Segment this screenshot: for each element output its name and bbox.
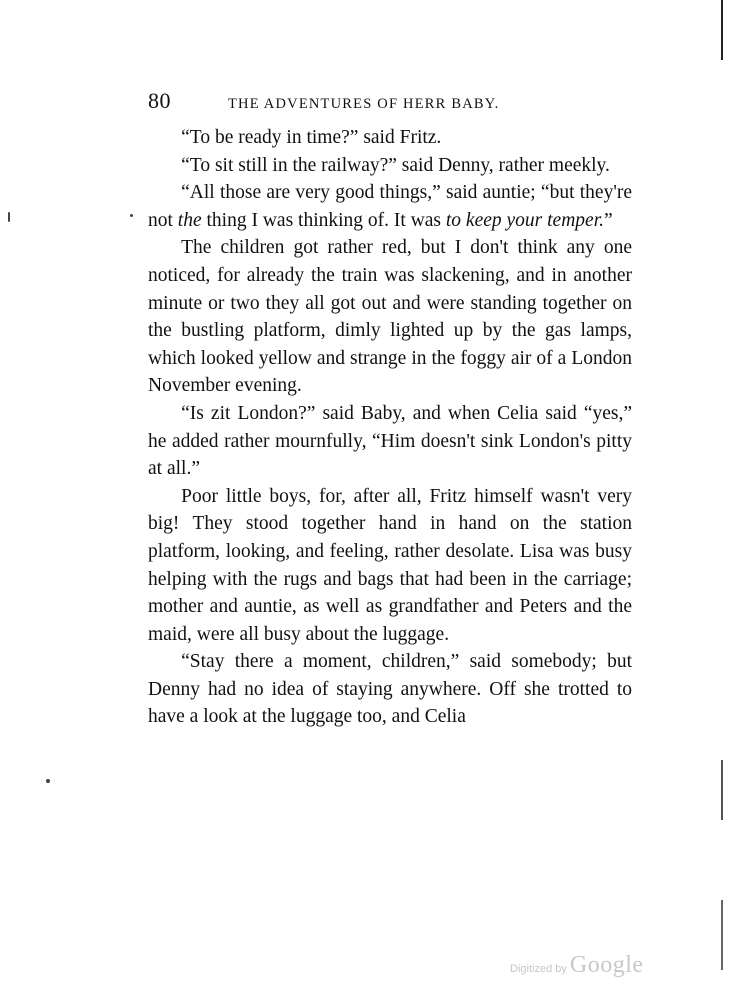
paragraph-text: thing I was thinking of. It was: [201, 209, 446, 231]
paragraph-text: “All those are very good things,” said auntie; “but they're not: [148, 182, 632, 231]
scan-edge-mark: [721, 0, 723, 60]
google-logo: Google: [569, 952, 644, 978]
paragraph-text: ”: [604, 209, 613, 231]
scan-speck: [8, 212, 10, 222]
emphasis-text: the: [177, 209, 202, 231]
paragraph: The children got rather red, but I don't think any one noticed, for already the train was slackening, and in another minute or two they all got out and were standing together on the bustling platform, dimly lighted up by the gas lamps, which looked yellow and strange in the foggy air of a London November evening.: [148, 237, 632, 397]
body-text: [148, 124, 632, 731]
paragraph: “Stay there a moment, children,” said somebody; but Denny had no idea of staying anywhere. Off she trotted to have a look at the luggage too, and Celia: [148, 651, 632, 728]
paragraph: Poor little boys, for, after all, Fritz himself wasn't very big! They stood together hand in hand on the station platform, looking, and feeling, rather desolate. Lisa was busy helping with the rugs and bags that had been in the carriage; mother and auntie, as well as grandfather and Peters and the maid, were all busy about the luggage.: [148, 485, 632, 645]
scan-speck: [46, 779, 50, 783]
paragraph: “To sit still in the railway?” said Denny, rather meekly.: [181, 154, 610, 176]
digitized-by-label: Digitized by: [510, 963, 567, 975]
running-header: [148, 88, 632, 118]
scan-speck: [130, 214, 133, 217]
paragraph: [148, 179, 632, 234]
scan-edge-mark: [721, 760, 723, 820]
emphasis-text: to keep your temper.: [445, 209, 605, 231]
running-title: THE ADVENTURES OF HERR BABY.: [228, 96, 500, 112]
digitized-by-google-watermark: [510, 952, 644, 979]
paragraph: “To be ready in time?” said Fritz.: [181, 127, 442, 148]
scan-edge-mark: [721, 900, 723, 970]
book-page: [148, 88, 632, 731]
page-number: 80: [148, 88, 171, 113]
paragraph: “Is zit London?” said Baby, and when Celia said “yes,” he added rather mournfully, “Him doesn't sink London's pitty at all.”: [148, 402, 632, 480]
